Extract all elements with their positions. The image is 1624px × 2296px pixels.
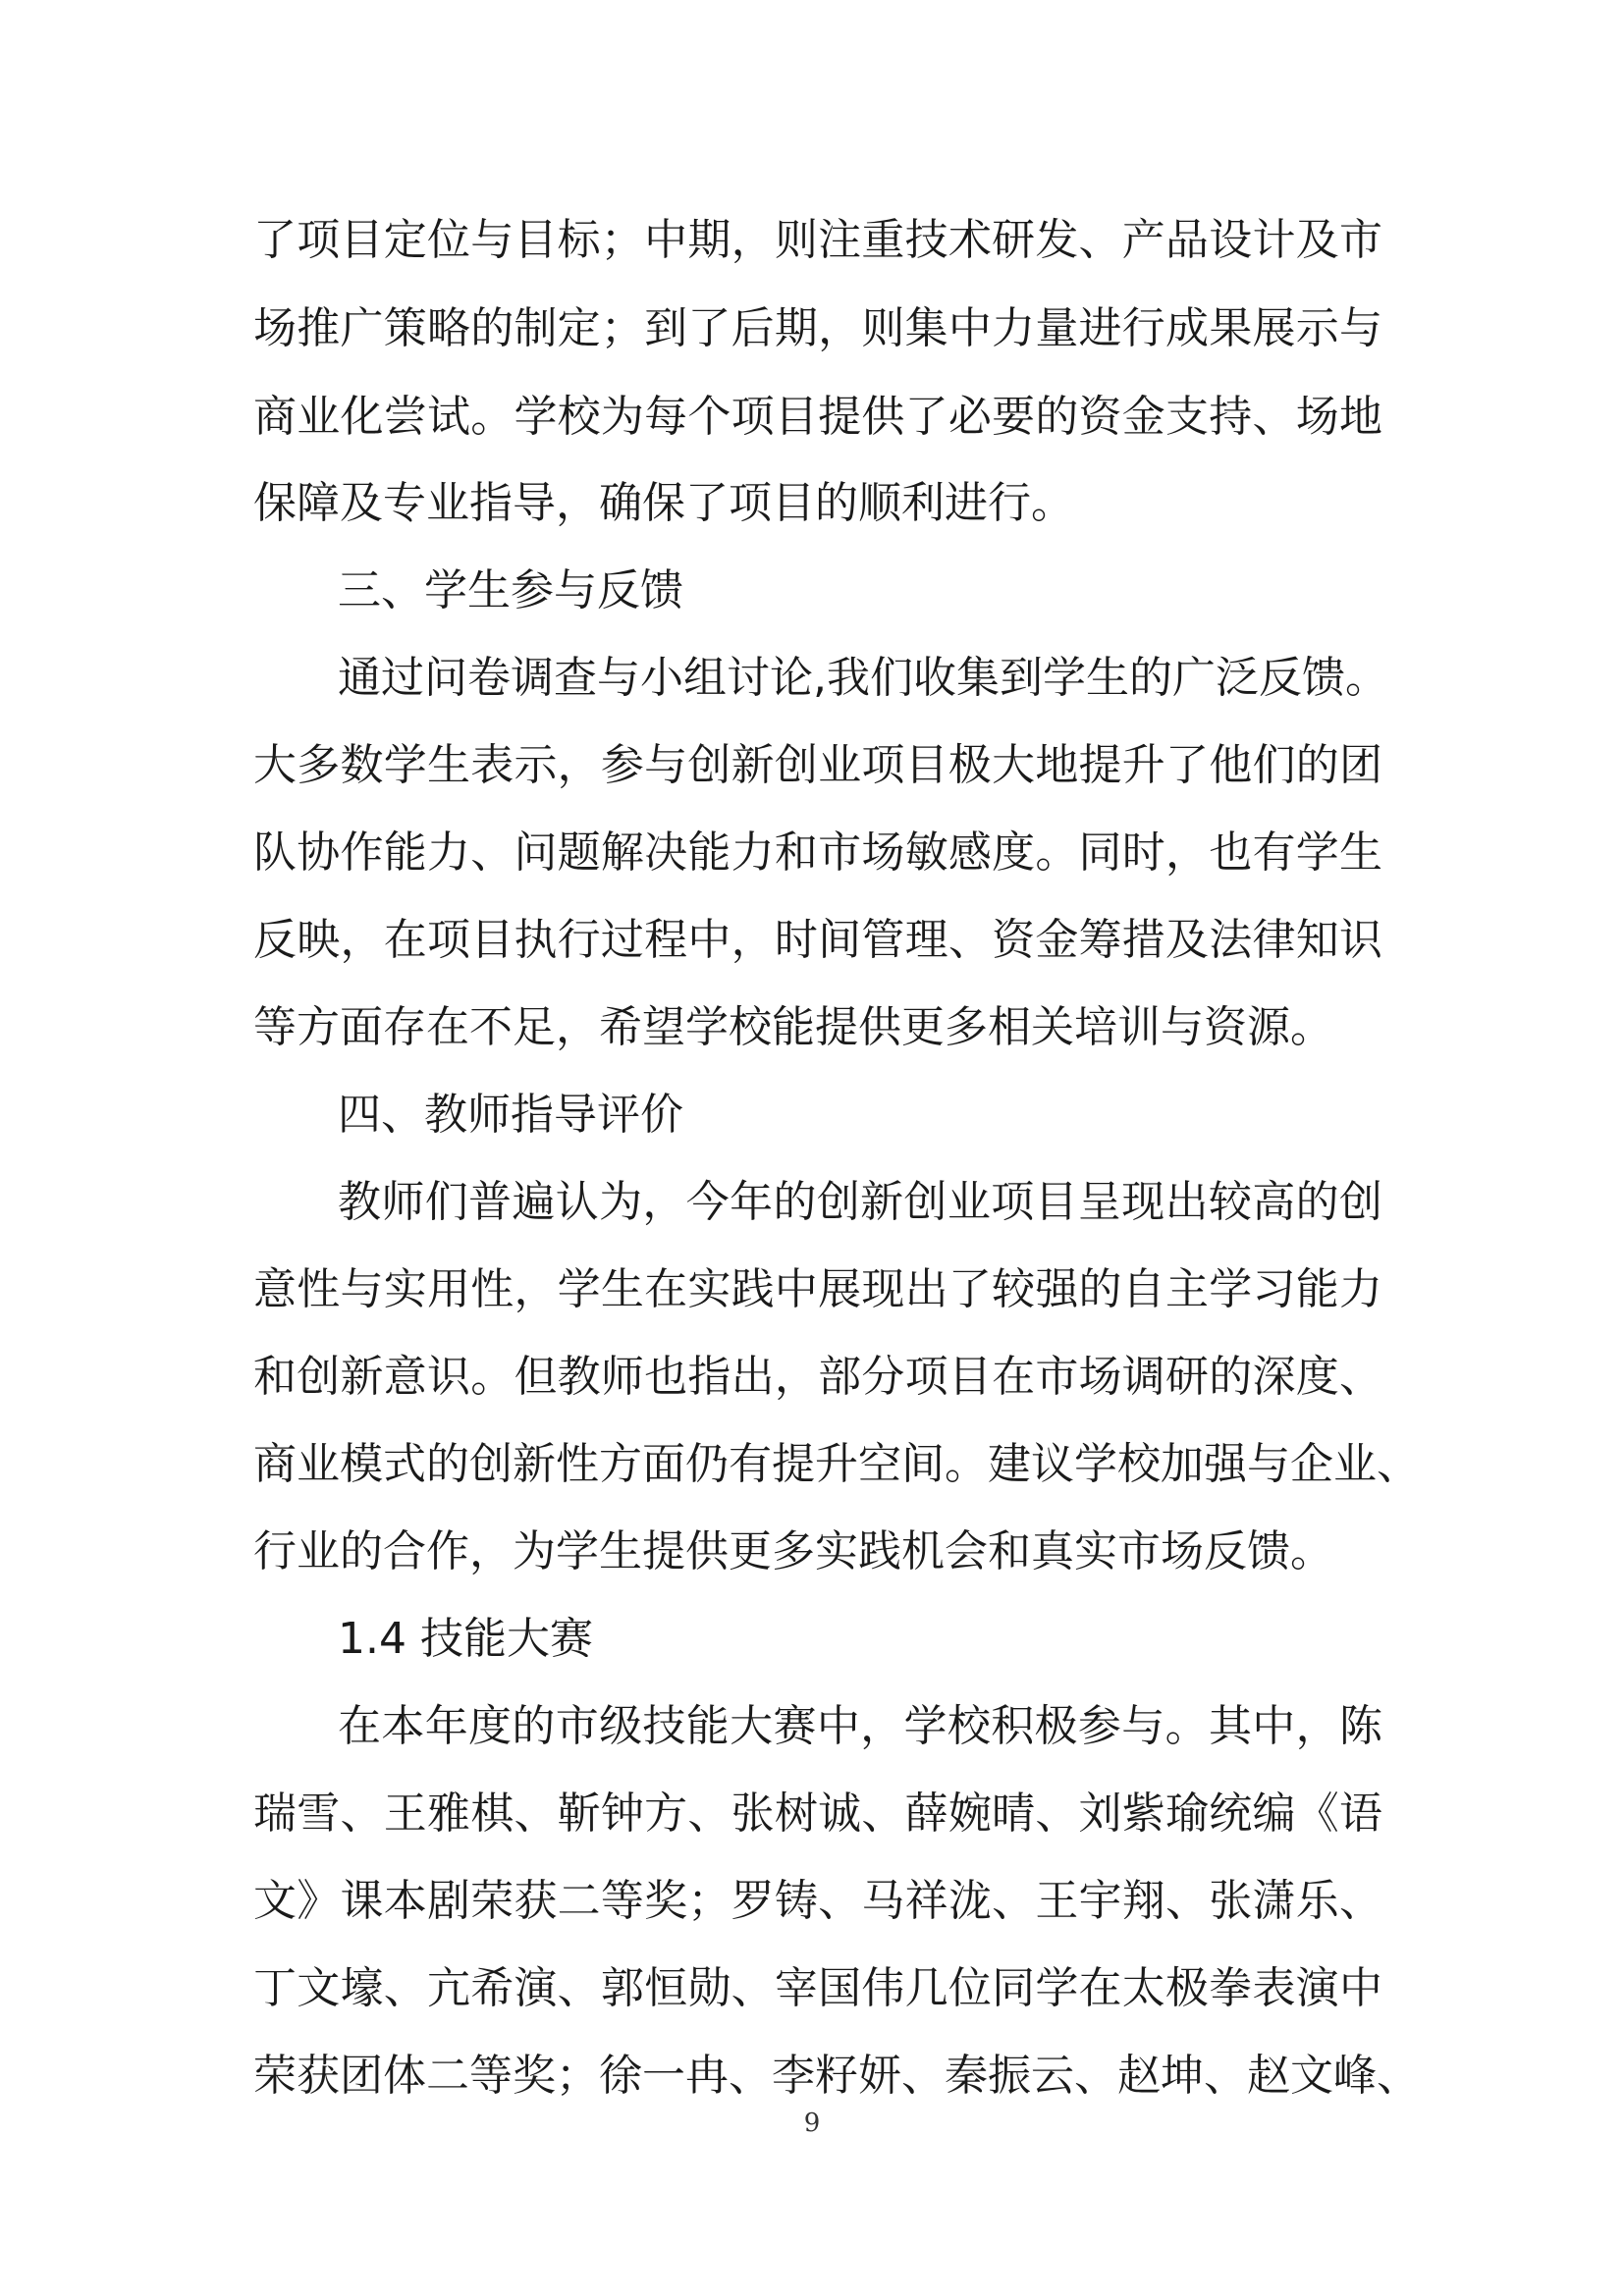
paragraph-4-line-4: 丁文壕、亢希演、郭恒勋、宰国伟几位同学在太极拳表演中 <box>253 1963 1382 2013</box>
paragraph-4-line-2: 瑞雪、王雅棋、靳钟方、张树诚、薛婉晴、刘紫瑜统编《语 <box>253 1789 1382 1839</box>
section-heading-skills-competition: 1.4 技能大赛 <box>338 1614 593 1664</box>
paragraph-2-line-1: 通过问卷调查与小组讨论,我们收集到学生的广泛反馈。 <box>338 653 1388 703</box>
paragraph-2-line-5: 等方面存在不足，希望学校能提供更多相关培训与资源。 <box>253 1002 1333 1052</box>
section-heading-student-feedback: 三、学生参与反馈 <box>338 565 683 615</box>
paragraph-3-line-4: 商业模式的创新性方面仍有提升空间。建议学校加强与企业、 <box>253 1439 1420 1489</box>
paragraph-3-line-1: 教师们普遍认为，今年的创新创业项目呈现出较高的创 <box>338 1177 1382 1227</box>
paragraph-4-line-1: 在本年度的市级技能大赛中，学校积极参与。其中，陈 <box>338 1701 1382 1751</box>
paragraph-1-line-4: 保障及专业指导，确保了项目的顺利进行。 <box>253 478 1074 528</box>
paragraph-1-line-2: 场推广策略的制定；到了后期，则集中力量进行成果展示与 <box>253 303 1382 353</box>
paragraph-2-line-2: 大多数学生表示，参与创新创业项目极大地提升了他们的团 <box>253 740 1382 790</box>
paragraph-1-line-1: 了项目定位与目标；中期，则注重技术研发、产品设计及市 <box>253 215 1382 265</box>
paragraph-1-line-3: 商业化尝试。学校为每个项目提供了必要的资金支持、场地 <box>253 392 1382 442</box>
paragraph-3-line-5: 行业的合作，为学生提供更多实践机会和真实市场反馈。 <box>253 1526 1333 1576</box>
paragraph-4-line-3: 文》课本剧荣获二等奖；罗铸、马祥泷、王宇翔、张潇乐、 <box>253 1876 1382 1926</box>
page-number: 9 <box>803 2109 821 2138</box>
paragraph-3-line-3: 和创新意识。但教师也指出，部分项目在市场调研的深度、 <box>253 1352 1382 1402</box>
paragraph-3-line-2: 意性与实用性，学生在实践中展现出了较强的自主学习能力 <box>253 1264 1382 1314</box>
paragraph-2-line-4: 反映，在项目执行过程中，时间管理、资金筹措及法律知识 <box>253 915 1382 965</box>
section-heading-teacher-evaluation: 四、教师指导评价 <box>338 1090 683 1140</box>
paragraph-4-line-5: 荣获团体二等奖；徐一冉、李籽妍、秦振云、赵坤、赵文峰、 <box>253 2051 1420 2101</box>
paragraph-2-line-3: 队协作能力、问题解决能力和市场敏感度。同时，也有学生 <box>253 828 1382 878</box>
